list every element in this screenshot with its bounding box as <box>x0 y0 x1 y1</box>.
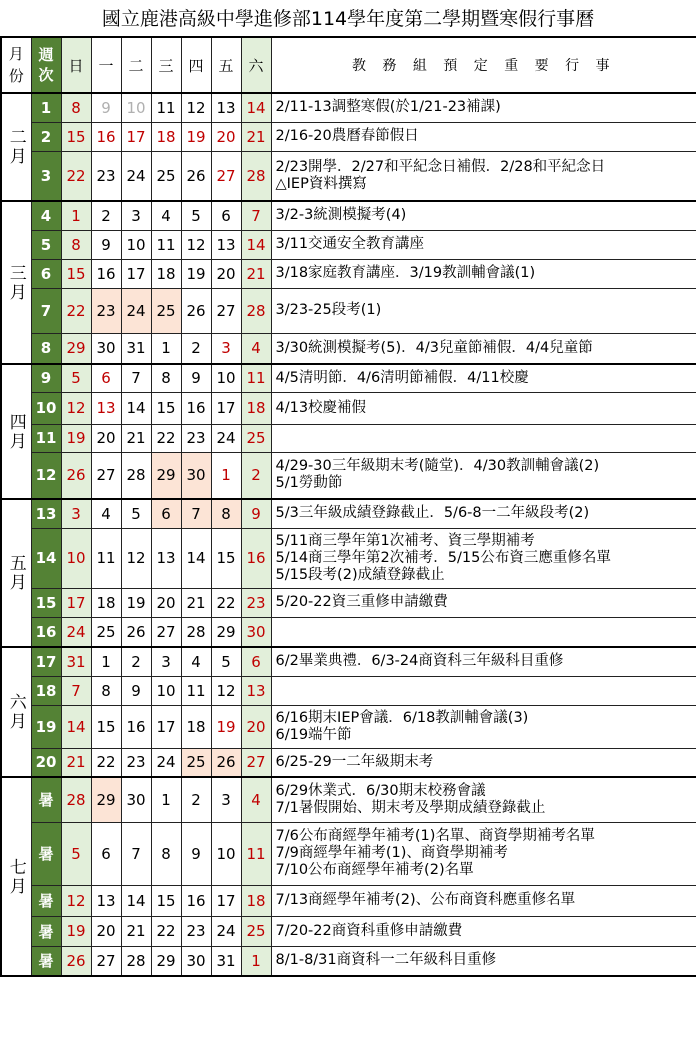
day-cell: 30 <box>121 777 151 822</box>
day-cell: 17 <box>121 259 151 288</box>
month-label: 四月 <box>1 364 31 499</box>
day-cell: 19 <box>181 259 211 288</box>
calendar-table <box>0 36 696 977</box>
day-cell: 8 <box>61 93 91 122</box>
day-cell: 4 <box>241 777 271 822</box>
day-cell: 21 <box>241 122 271 151</box>
week-row <box>1 333 696 364</box>
day-cell: 28 <box>61 777 91 822</box>
day-cell: 19 <box>181 122 211 151</box>
day-cell: 1 <box>211 452 241 499</box>
day-cell: 9 <box>121 676 151 705</box>
day-cell: 23 <box>181 424 211 452</box>
day-cell: 3 <box>151 647 181 676</box>
month-label: 六月 <box>1 647 31 777</box>
day-cell: 24 <box>61 617 91 647</box>
day-cell: 7 <box>181 499 211 528</box>
week-number: 6 <box>31 259 61 288</box>
day-cell: 17 <box>211 392 241 424</box>
week-row <box>1 748 696 777</box>
week-row <box>1 822 696 885</box>
day-cell: 30 <box>91 333 121 364</box>
day-cell: 20 <box>91 916 121 946</box>
week-row <box>1 424 696 452</box>
week-row <box>1 122 696 151</box>
day-cell: 25 <box>151 288 181 333</box>
day-cell: 9 <box>241 499 271 528</box>
day-cell: 14 <box>181 528 211 588</box>
day-cell: 4 <box>91 499 121 528</box>
day-cell: 6 <box>91 364 121 392</box>
week-row <box>1 885 696 916</box>
day-cell: 11 <box>181 676 211 705</box>
week-number: 3 <box>31 151 61 201</box>
day-cell: 14 <box>241 230 271 259</box>
event-text: 7/6公布商經學年補考(1)名單、商資學期補考名單 7/9商經學年補考(1)、商資學期補考 7/10公布商經學年補考(2)名單 <box>271 822 696 885</box>
week-row <box>1 528 696 588</box>
day-cell: 12 <box>121 528 151 588</box>
day-cell: 13 <box>211 93 241 122</box>
week-number: 20 <box>31 748 61 777</box>
day-cell: 22 <box>151 424 181 452</box>
day-cell: 26 <box>181 288 211 333</box>
day-cell: 2 <box>121 647 151 676</box>
day-header-sun: 日 <box>61 37 91 93</box>
day-cell: 10 <box>211 822 241 885</box>
week-number: 1 <box>31 93 61 122</box>
day-cell: 29 <box>151 452 181 499</box>
week-number: 4 <box>31 201 61 230</box>
event-text: 8/1-8/31商資科一二年級科目重修 <box>271 946 696 976</box>
day-cell: 8 <box>61 230 91 259</box>
week-number: 5 <box>31 230 61 259</box>
day-cell: 12 <box>181 230 211 259</box>
day-cell: 8 <box>151 822 181 885</box>
day-cell: 5 <box>61 822 91 885</box>
day-cell: 3 <box>211 777 241 822</box>
week-number: 暑 <box>31 885 61 916</box>
week-row <box>1 201 696 230</box>
week-row <box>1 259 696 288</box>
day-cell: 15 <box>151 885 181 916</box>
week-row <box>1 452 696 499</box>
week-row <box>1 230 696 259</box>
day-cell: 9 <box>181 364 211 392</box>
event-text: 6/2畢業典禮．6/3-24商資科三年級科目重修 <box>271 647 696 676</box>
day-cell: 22 <box>61 288 91 333</box>
day-cell: 1 <box>151 333 181 364</box>
day-cell: 3 <box>121 201 151 230</box>
week-number: 15 <box>31 588 61 617</box>
day-cell: 27 <box>211 288 241 333</box>
day-cell: 16 <box>91 259 121 288</box>
week-row <box>1 946 696 976</box>
day-cell: 16 <box>241 528 271 588</box>
event-text: 2/23開學．2/27和平紀念日補假．2/28和平紀念日 △IEP資料撰寫 <box>271 151 696 201</box>
day-cell: 27 <box>211 151 241 201</box>
day-cell: 17 <box>151 705 181 748</box>
week-number: 18 <box>31 676 61 705</box>
day-cell: 10 <box>121 93 151 122</box>
day-cell: 12 <box>61 392 91 424</box>
day-cell: 26 <box>211 748 241 777</box>
day-cell: 10 <box>121 230 151 259</box>
week-row <box>1 499 696 528</box>
day-cell: 24 <box>151 748 181 777</box>
day-cell: 14 <box>241 93 271 122</box>
day-cell: 28 <box>181 617 211 647</box>
day-cell: 28 <box>241 151 271 201</box>
day-cell: 29 <box>61 333 91 364</box>
week-number: 16 <box>31 617 61 647</box>
day-cell: 16 <box>121 705 151 748</box>
event-text: 6/25-29一二年級期末考 <box>271 748 696 777</box>
day-cell: 17 <box>121 122 151 151</box>
day-cell: 4 <box>151 201 181 230</box>
day-cell: 10 <box>151 676 181 705</box>
day-cell: 22 <box>61 151 91 201</box>
event-text: 3/18家庭教育講座．3/19教訓輔會議(1) <box>271 259 696 288</box>
header-row <box>1 37 696 93</box>
week-row <box>1 392 696 424</box>
day-cell: 27 <box>241 748 271 777</box>
day-cell: 2 <box>241 452 271 499</box>
day-cell: 14 <box>121 885 151 916</box>
event-text: 7/13商經學年補考(2)、公布商資科應重修名單 <box>271 885 696 916</box>
week-row <box>1 916 696 946</box>
event-text: 2/11-13調整寒假(於1/21-23補課) <box>271 93 696 122</box>
day-cell: 16 <box>91 122 121 151</box>
day-cell: 12 <box>181 93 211 122</box>
month-label: 三月 <box>1 201 31 364</box>
day-header-sat: 六 <box>241 37 271 93</box>
week-header: 週次 <box>31 37 61 93</box>
day-cell: 4 <box>181 647 211 676</box>
week-row <box>1 676 696 705</box>
day-cell: 31 <box>61 647 91 676</box>
day-cell: 24 <box>121 288 151 333</box>
day-cell: 5 <box>211 647 241 676</box>
day-cell: 18 <box>91 588 121 617</box>
event-text <box>271 617 696 647</box>
day-cell: 6 <box>241 647 271 676</box>
week-row <box>1 777 696 822</box>
day-cell: 27 <box>151 617 181 647</box>
day-cell: 4 <box>241 333 271 364</box>
day-cell: 31 <box>211 946 241 976</box>
day-cell: 8 <box>151 364 181 392</box>
day-cell: 12 <box>211 676 241 705</box>
week-number: 暑 <box>31 822 61 885</box>
day-cell: 15 <box>61 259 91 288</box>
day-cell: 19 <box>61 424 91 452</box>
week-number: 7 <box>31 288 61 333</box>
day-cell: 29 <box>151 946 181 976</box>
event-text <box>271 424 696 452</box>
week-number: 17 <box>31 647 61 676</box>
day-cell: 16 <box>181 885 211 916</box>
day-cell: 1 <box>241 946 271 976</box>
day-cell: 11 <box>241 822 271 885</box>
day-cell: 19 <box>61 916 91 946</box>
day-cell: 22 <box>151 916 181 946</box>
week-number: 暑 <box>31 777 61 822</box>
event-text: 3/11交通安全教育講座 <box>271 230 696 259</box>
day-cell: 18 <box>151 259 181 288</box>
day-cell: 20 <box>151 588 181 617</box>
day-cell: 14 <box>121 392 151 424</box>
day-cell: 2 <box>91 201 121 230</box>
day-cell: 7 <box>61 676 91 705</box>
day-cell: 12 <box>61 885 91 916</box>
day-cell: 24 <box>211 424 241 452</box>
day-cell: 25 <box>91 617 121 647</box>
day-cell: 30 <box>181 946 211 976</box>
event-text: 3/23-25段考(1) <box>271 288 696 333</box>
day-cell: 21 <box>121 916 151 946</box>
page-title: 國立鹿港高級中學進修部114學年度第二學期暨寒假行事曆 <box>101 8 595 30</box>
week-row <box>1 588 696 617</box>
day-cell: 5 <box>121 499 151 528</box>
week-number: 暑 <box>31 916 61 946</box>
day-cell: 11 <box>151 230 181 259</box>
day-cell: 19 <box>211 705 241 748</box>
day-cell: 23 <box>181 916 211 946</box>
day-cell: 26 <box>181 151 211 201</box>
day-cell: 18 <box>181 705 211 748</box>
day-cell: 18 <box>151 122 181 151</box>
day-cell: 15 <box>61 122 91 151</box>
week-number: 2 <box>31 122 61 151</box>
day-cell: 20 <box>241 705 271 748</box>
day-cell: 13 <box>211 230 241 259</box>
day-cell: 28 <box>121 946 151 976</box>
event-text: 3/30統測模擬考(5)．4/3兒童節補假．4/4兒童節 <box>271 333 696 364</box>
day-cell: 30 <box>181 452 211 499</box>
week-number: 8 <box>31 333 61 364</box>
day-header-mon: 一 <box>91 37 121 93</box>
month-label: 五月 <box>1 499 31 647</box>
event-text: 4/13校慶補假 <box>271 392 696 424</box>
month-header: 月份 <box>1 37 31 93</box>
day-cell: 6 <box>91 822 121 885</box>
day-cell: 8 <box>91 676 121 705</box>
week-number: 暑 <box>31 946 61 976</box>
day-cell: 20 <box>211 122 241 151</box>
day-cell: 14 <box>61 705 91 748</box>
day-cell: 25 <box>181 748 211 777</box>
day-cell: 2 <box>181 333 211 364</box>
week-number: 12 <box>31 452 61 499</box>
day-cell: 9 <box>181 822 211 885</box>
day-cell: 21 <box>61 748 91 777</box>
day-cell: 13 <box>91 885 121 916</box>
event-text: 5/20-22資三重修申請繳費 <box>271 588 696 617</box>
week-row <box>1 288 696 333</box>
day-header-tue: 二 <box>121 37 151 93</box>
event-text: 7/20-22商資科重修申請繳費 <box>271 916 696 946</box>
event-text: 5/11商三學年第1次補考、資三學期補考 5/14商三學年第2次補考．5/15公布資三應重修名單 5/15段考(2)成績登錄截止 <box>271 528 696 588</box>
event-text: 4/29-30三年級期末考(隨堂)．4/30教訓輔會議(2) 5/1勞動節 <box>271 452 696 499</box>
week-row <box>1 364 696 392</box>
day-cell: 24 <box>211 916 241 946</box>
week-number: 13 <box>31 499 61 528</box>
day-cell: 11 <box>91 528 121 588</box>
day-cell: 10 <box>61 528 91 588</box>
week-row <box>1 151 696 201</box>
event-text: 4/5清明節．4/6清明節補假．4/11校慶 <box>271 364 696 392</box>
day-cell: 27 <box>91 452 121 499</box>
day-cell: 23 <box>241 588 271 617</box>
week-number: 10 <box>31 392 61 424</box>
day-cell: 11 <box>241 364 271 392</box>
day-cell: 13 <box>91 392 121 424</box>
month-label: 七月 <box>1 777 31 976</box>
week-number: 9 <box>31 364 61 392</box>
events-header: 教 務 組 預 定 重 要 行 事 <box>271 37 696 93</box>
day-cell: 2 <box>181 777 211 822</box>
event-text: 3/2-3統測模擬考(4) <box>271 201 696 230</box>
day-cell: 1 <box>61 201 91 230</box>
event-text: 5/3三年級成績登錄截止．5/6-8一二年級段考(2) <box>271 499 696 528</box>
day-cell: 29 <box>211 617 241 647</box>
day-cell: 17 <box>61 588 91 617</box>
day-cell: 21 <box>241 259 271 288</box>
day-cell: 1 <box>91 647 121 676</box>
day-cell: 26 <box>121 617 151 647</box>
day-cell: 30 <box>241 617 271 647</box>
event-text: 6/16期末IEP會議．6/18教訓輔會議(3) 6/19端午節 <box>271 705 696 748</box>
event-text: 2/16-20農曆春節假日 <box>271 122 696 151</box>
day-cell: 16 <box>181 392 211 424</box>
day-cell: 13 <box>241 676 271 705</box>
day-cell: 25 <box>151 151 181 201</box>
day-cell: 9 <box>91 93 121 122</box>
day-cell: 26 <box>61 452 91 499</box>
day-cell: 1 <box>151 777 181 822</box>
day-cell: 11 <box>151 93 181 122</box>
day-cell: 25 <box>241 916 271 946</box>
day-cell: 17 <box>211 885 241 916</box>
day-cell: 23 <box>121 748 151 777</box>
month-label: 二月 <box>1 93 31 201</box>
week-row <box>1 617 696 647</box>
day-cell: 8 <box>211 499 241 528</box>
day-cell: 18 <box>241 885 271 916</box>
day-cell: 6 <box>151 499 181 528</box>
day-cell: 5 <box>181 201 211 230</box>
day-cell: 21 <box>181 588 211 617</box>
day-cell: 23 <box>91 288 121 333</box>
week-number: 14 <box>31 528 61 588</box>
week-number: 19 <box>31 705 61 748</box>
day-header-wed: 三 <box>151 37 181 93</box>
day-cell: 18 <box>241 392 271 424</box>
day-cell: 26 <box>61 946 91 976</box>
day-cell: 25 <box>241 424 271 452</box>
day-cell: 22 <box>91 748 121 777</box>
day-cell: 7 <box>121 364 151 392</box>
day-cell: 24 <box>121 151 151 201</box>
day-cell: 29 <box>91 777 121 822</box>
day-cell: 19 <box>121 588 151 617</box>
day-cell: 10 <box>211 364 241 392</box>
day-cell: 31 <box>121 333 151 364</box>
day-cell: 23 <box>91 151 121 201</box>
week-row <box>1 705 696 748</box>
event-text <box>271 676 696 705</box>
day-header-fri: 五 <box>211 37 241 93</box>
day-cell: 5 <box>61 364 91 392</box>
day-cell: 21 <box>121 424 151 452</box>
event-text: 6/29休業式．6/30期末校務會議 7/1暑假開始、期末考及學期成績登錄截止 <box>271 777 696 822</box>
day-cell: 13 <box>151 528 181 588</box>
day-cell: 3 <box>211 333 241 364</box>
day-header-thu: 四 <box>181 37 211 93</box>
day-cell: 15 <box>91 705 121 748</box>
day-cell: 6 <box>211 201 241 230</box>
day-cell: 7 <box>241 201 271 230</box>
week-number: 11 <box>31 424 61 452</box>
day-cell: 28 <box>241 288 271 333</box>
day-cell: 20 <box>91 424 121 452</box>
day-cell: 7 <box>121 822 151 885</box>
day-cell: 15 <box>151 392 181 424</box>
day-cell: 15 <box>211 528 241 588</box>
day-cell: 20 <box>211 259 241 288</box>
week-row <box>1 647 696 676</box>
day-cell: 9 <box>91 230 121 259</box>
day-cell: 27 <box>91 946 121 976</box>
day-cell: 28 <box>121 452 151 499</box>
day-cell: 3 <box>61 499 91 528</box>
day-cell: 22 <box>211 588 241 617</box>
week-row <box>1 93 696 122</box>
